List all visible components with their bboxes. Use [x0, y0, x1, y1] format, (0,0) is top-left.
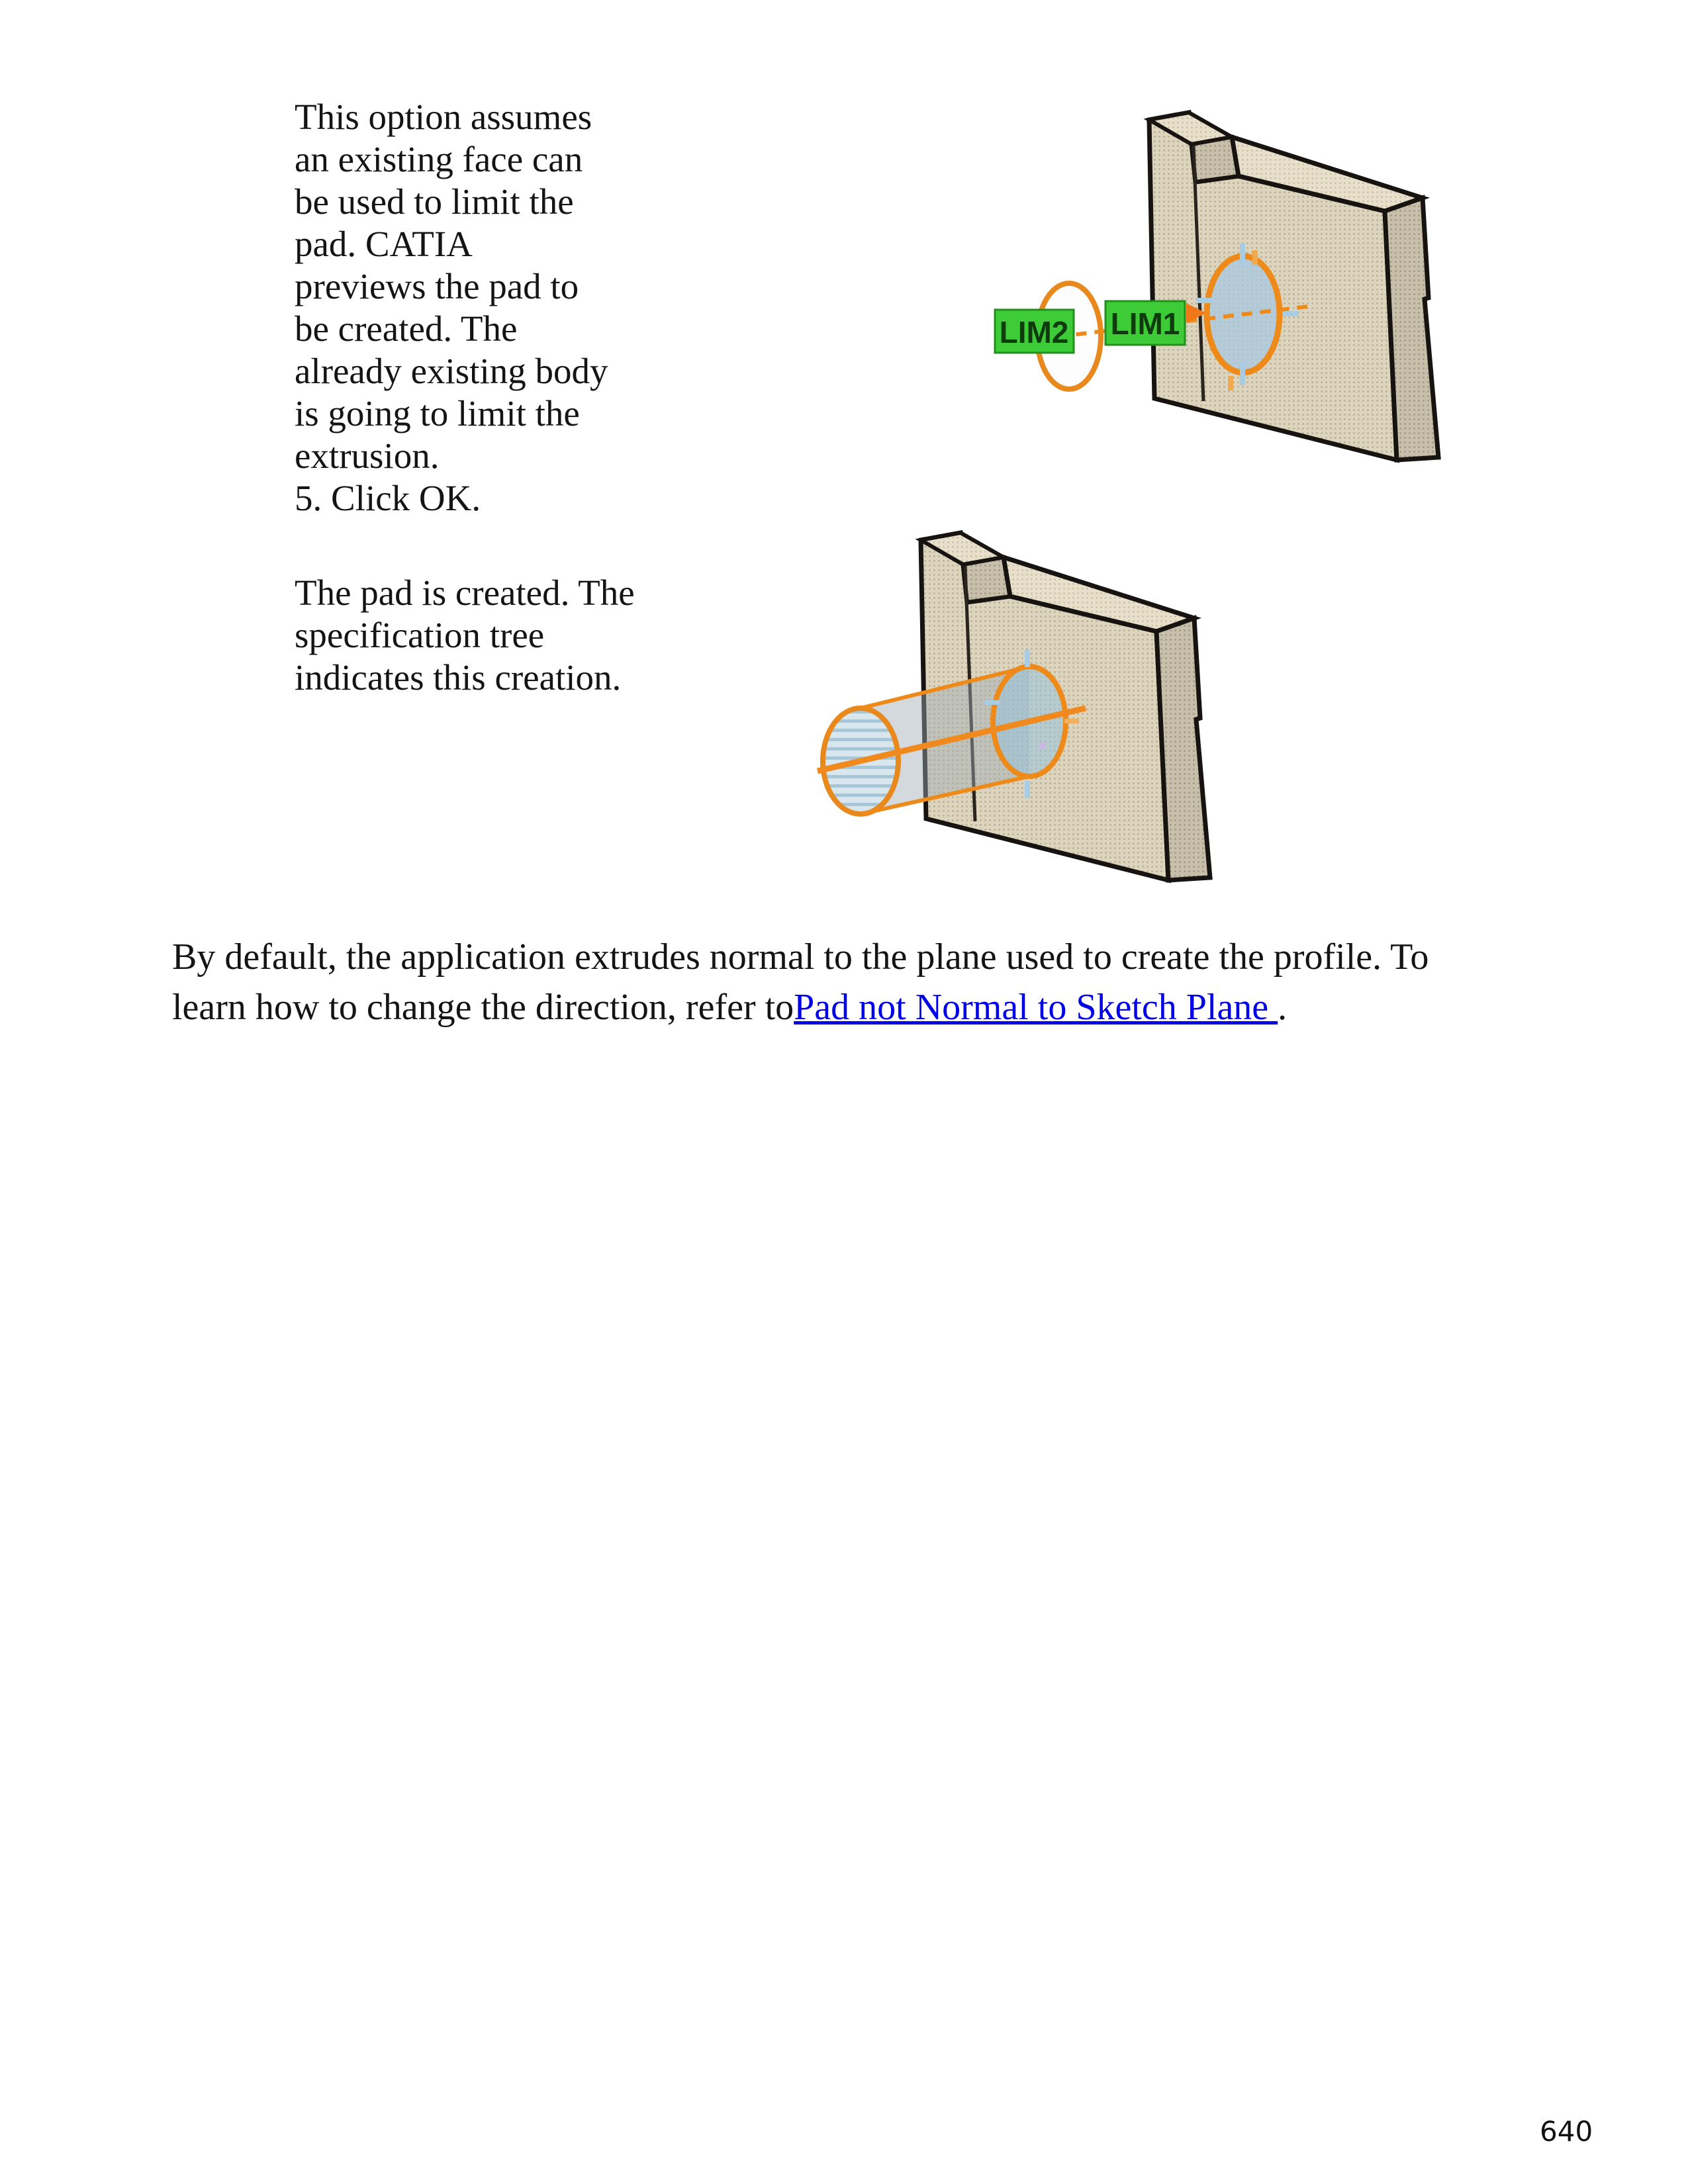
pad-preview-illustration: [953, 93, 1456, 503]
text-line: The pad is created. The: [295, 572, 635, 613]
footer-line2-suffix: .: [1278, 987, 1288, 1028]
text-line: previews the pad to: [295, 266, 579, 306]
result-paragraph: [295, 572, 705, 699]
text-line: pad. CATIA: [295, 224, 473, 264]
text-line: extrusion.: [295, 435, 440, 476]
plate-side-face: [1385, 198, 1438, 460]
sketch-mark: [1197, 298, 1213, 303]
sketch-mark: [1252, 250, 1258, 265]
created-pad-illustration: [728, 503, 1244, 913]
sketch-mark: [1228, 376, 1233, 390]
text-line: [172, 982, 1523, 1032]
text-line: be used to limit the: [295, 181, 574, 222]
text-line: 5. Click OK.: [295, 478, 481, 518]
sketch-mark: [1064, 719, 1079, 723]
text-line: specification tree: [295, 615, 545, 655]
pad-not-normal-link[interactable]: Pad not Normal to Sketch Plane: [794, 987, 1278, 1028]
sketch-mark: [985, 700, 1000, 705]
sketch-mark: [1240, 244, 1245, 266]
text-line: This option assumes: [295, 97, 592, 137]
instruction-paragraph: [295, 96, 705, 520]
figure-created-pad: [728, 503, 1244, 913]
lim1-flag-label: LIM1: [1110, 306, 1180, 341]
text-line: be created. The: [295, 308, 518, 349]
sketch-mark: [1025, 781, 1030, 798]
footer-line2-prefix: learn how to change the direction, refer to: [172, 987, 794, 1028]
text-line: an existing face can: [295, 139, 583, 179]
sketch-mark: [1025, 650, 1030, 667]
sketch-mark: [1240, 363, 1245, 385]
text-line: is going to limit the: [295, 393, 580, 433]
figure-pad-preview: [953, 93, 1456, 503]
page-number: 640: [1540, 2115, 1593, 2148]
plate-side-face: [1156, 618, 1210, 880]
lim2-flag-label: LIM2: [999, 315, 1069, 349]
sketch-mark: [1283, 311, 1299, 316]
text-line: By default, the application extrudes normal to the plane used to create the profile. To: [172, 936, 1429, 978]
text-line: already existing body: [295, 351, 608, 391]
sketch-mark: [1039, 743, 1046, 749]
text-line: indicates this creation.: [295, 657, 622, 698]
footer-paragraph: [172, 932, 1523, 1032]
